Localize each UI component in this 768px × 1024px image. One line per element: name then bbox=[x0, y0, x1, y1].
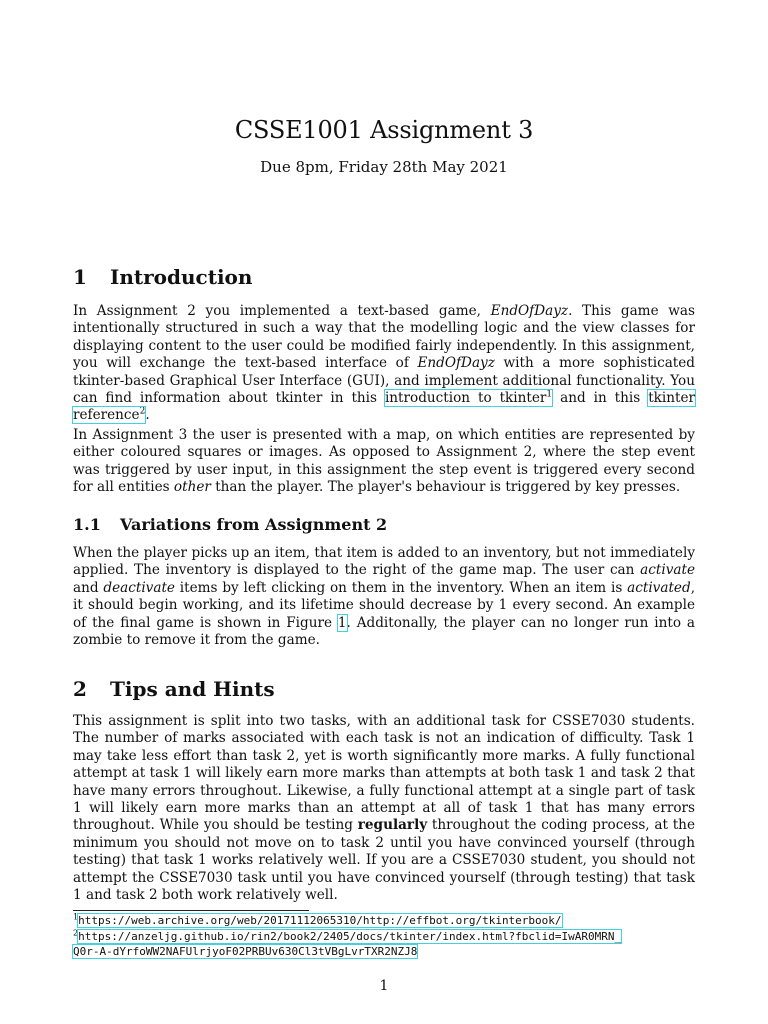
section-title: Tips and Hints bbox=[110, 677, 275, 701]
game-name: EndOfDayz bbox=[417, 355, 495, 372]
emphasis: activate bbox=[640, 562, 695, 579]
text-run: In Assignment 2 you implemented a text-based game, bbox=[73, 303, 491, 319]
tkinter-intro-link[interactable] bbox=[385, 390, 552, 406]
text-run: When the player picks up an item, that item is added to an inventory, but not immediately applied. The inventory is displayed to the right of the game map. The user can bbox=[73, 545, 695, 579]
footnote-ref: 2 bbox=[139, 406, 146, 417]
emphasis: deactivate bbox=[103, 579, 175, 596]
section-heading-variations bbox=[73, 515, 387, 534]
section-title: Introduction bbox=[110, 265, 253, 289]
footnote-2-url-line-2[interactable]: Q0r-A-dYrfoWW2NAFUlrjyoF02PRBUv630Cl3tVBgLvrTXR2NZJ8 bbox=[73, 945, 418, 958]
footnote-2 bbox=[73, 930, 713, 944]
footnote-1 bbox=[73, 914, 713, 928]
footnote-ref: 1 bbox=[546, 389, 553, 400]
figure-1-link[interactable]: 1 bbox=[337, 614, 347, 631]
section-number: 1.1 bbox=[73, 515, 101, 534]
section-number: 2 bbox=[73, 677, 87, 701]
text-run: throughout the coding process, at the minimum you should not move on to task 2 until you have convinced yourself (through testing) that task 1 works relatively well. If you are a CSSE7030 student, you should not attempt the CSSE7030 task until you have convinced yourself (through testing) that task 1 and task 2 both work relatively well. bbox=[73, 817, 695, 904]
text-run: with a more sophisticated tkinter-based Graphical User Interface (GUI), and implement additional functionality. You can find information about tkinter in this bbox=[73, 355, 696, 407]
text-run: . bbox=[145, 407, 150, 424]
tips-paragraph bbox=[73, 713, 695, 904]
footnote-2-url-line-1[interactable]: https://anzeljg.github.io/rin2/book2/2405/docs/tkinter/index.html?fbclid=IwAR0MRN_ bbox=[78, 930, 622, 943]
variations-paragraph bbox=[73, 545, 695, 649]
text-run: and in this bbox=[552, 390, 649, 407]
intro-paragraph-2 bbox=[73, 427, 695, 497]
section-number: 1 bbox=[73, 265, 87, 289]
footnote-1-url[interactable]: https://web.archive.org/web/20171112065310/http://effbot.org/tkinterbook/ bbox=[78, 914, 562, 927]
text-run: and bbox=[73, 579, 104, 596]
text-run: In Assignment 3 the user is presented with a map, on which entities are represented by either coloured squares or images. As opposed to Assignment 2, where the step event was triggered by user input, in this assignment the step event is triggered every second for all entities bbox=[73, 427, 695, 496]
section-heading-tips bbox=[73, 677, 275, 701]
text-run: items by left clicking on them in the inventory. When an item is bbox=[174, 579, 628, 596]
page-number: 1 bbox=[379, 978, 389, 994]
link-text: tkinter reference bbox=[73, 390, 696, 424]
footnote-rule bbox=[73, 910, 309, 911]
section-heading-introduction bbox=[73, 265, 252, 289]
bold-emphasis: regularly bbox=[357, 817, 428, 834]
footnote-mark: 1 bbox=[73, 912, 79, 922]
text-run: This assignment is split into two tasks, with an additional task for CSSE7030 students. The number of marks associated with each task is not an indication of difficulty. Task 1 may take less effort than task 2, yet is worth significantly more marks. A fully functional attempt at task 1 will likely earn more marks than attempts at both task 1 and task 2 that have many errors throughout. Likewise, a fully functional attempt at a single part of task 1 will likely earn more marks than an attempt at all of task 1 that has many errors throughout. While you should be testing bbox=[73, 713, 695, 834]
emphasis: other bbox=[173, 479, 211, 496]
text-run: . Additonally, the player can no longer run into a zombie to remove it from the game. bbox=[73, 614, 695, 649]
link-text: introduction to tkinter bbox=[384, 390, 547, 407]
text-run: than the player. The player's behaviour is triggered by key presses. bbox=[210, 479, 681, 496]
footnote-2-continued bbox=[73, 945, 713, 959]
game-name: EndOfDayz bbox=[490, 303, 569, 319]
footnote-mark: 2 bbox=[73, 928, 79, 938]
due-date: Due 8pm, Friday 28th May 2021 bbox=[260, 158, 508, 176]
intro-paragraph-1 bbox=[73, 303, 695, 425]
text-run: . This game was intentionally structured in such a way that the modelling logic and the view classes for displaying content to the user could be modified fairly independently. In this assignment, you will exchange the text-based interface of bbox=[73, 303, 696, 372]
text-run: , it should begin working, and its lifetime should decrease by 1 every second. An example of the final game is shown in Figure bbox=[73, 579, 696, 631]
emphasis: activated bbox=[627, 579, 691, 596]
document-title: CSSE1001 Assignment 3 bbox=[234, 116, 534, 144]
section-title: Variations from Assignment 2 bbox=[120, 515, 388, 534]
